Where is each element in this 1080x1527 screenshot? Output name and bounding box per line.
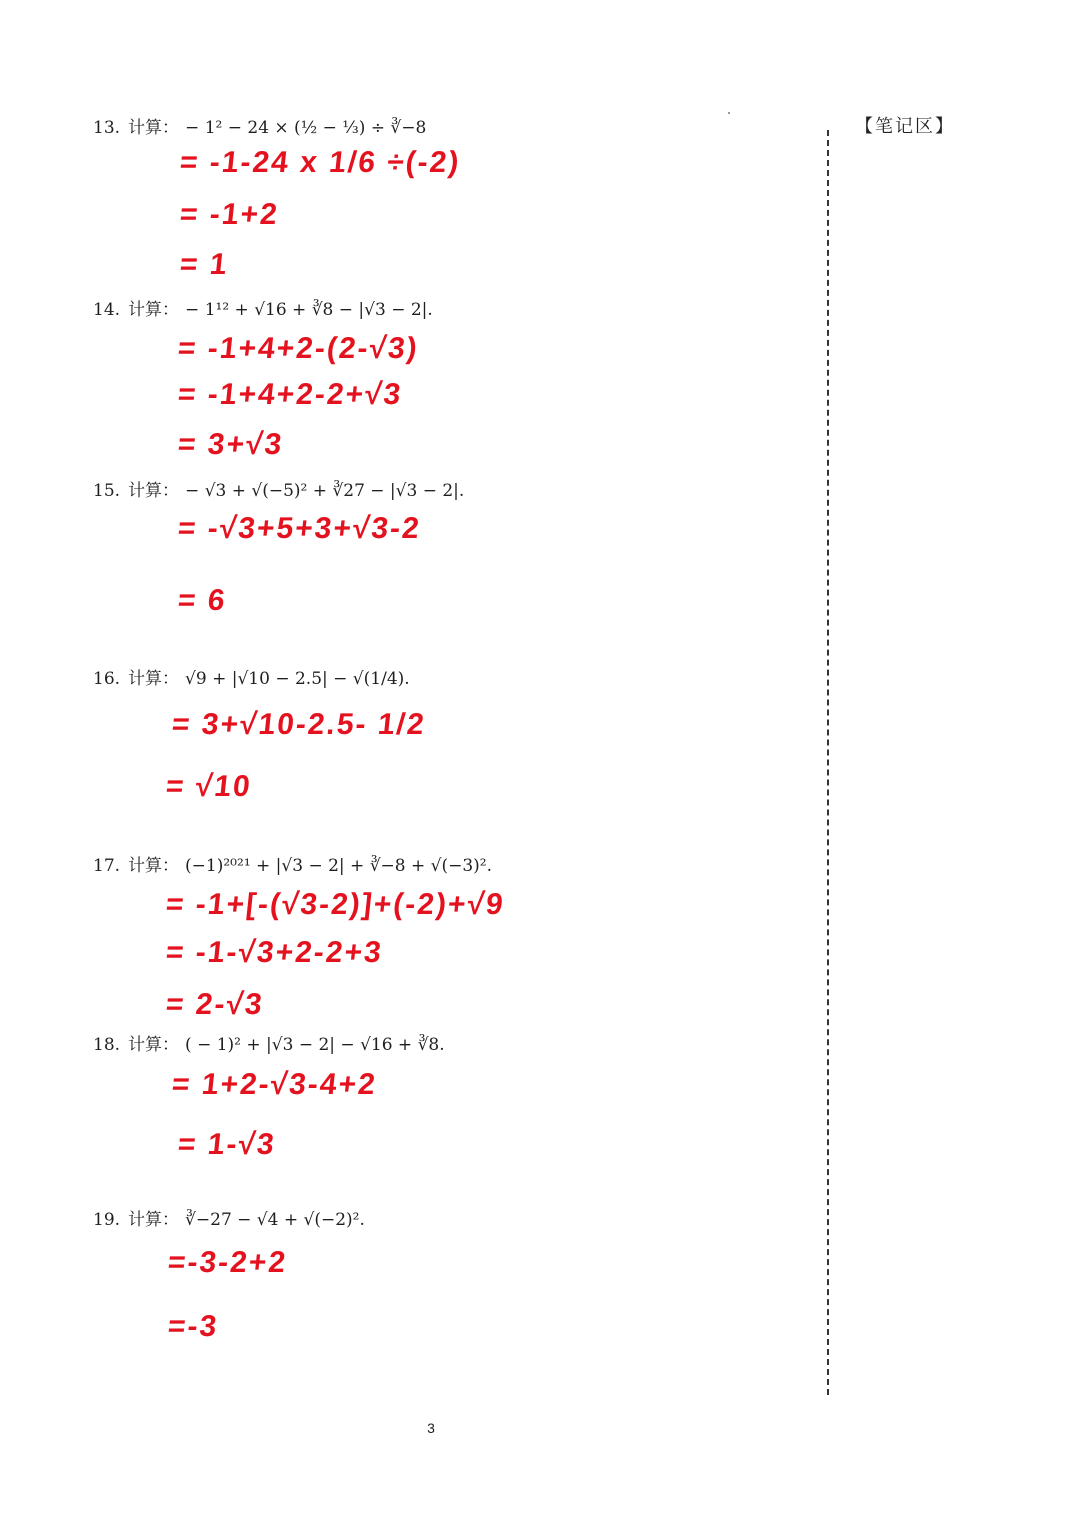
problem-number: 14.: [93, 300, 121, 320]
problem-number: 13.: [93, 118, 121, 138]
problem-label: 计算：: [128, 118, 180, 138]
problem-15: [93, 481, 464, 501]
problem-expression: √9 + |√10 − 2.5| − √(1/4).: [185, 669, 410, 689]
problem-number: 18.: [93, 1035, 121, 1055]
handwritten-step: = 1-√3: [176, 1128, 278, 1161]
handwritten-step: =-3: [166, 1310, 220, 1343]
problem-label: 计算：: [128, 856, 180, 876]
problem-label: 计算：: [128, 1210, 180, 1230]
problem-expression: ∛−27 − √4 + √(−2)².: [185, 1210, 365, 1230]
handwritten-step: = 1+2-√3-4+2: [170, 1068, 379, 1101]
problem-expression: − 1¹² + √16 + ∛8 − |√3 − 2|.: [185, 300, 433, 320]
problem-number: 16.: [93, 669, 121, 689]
problem-label: 计算：: [128, 669, 180, 689]
handwritten-step: = -1-24 x 1/6 ÷(-2): [178, 146, 463, 179]
handwritten-step: = -√3+5+3+√3-2: [176, 512, 423, 545]
handwritten-step: = -1+[-(√3-2)]+(-2)+√9: [164, 888, 507, 921]
handwritten-step: = 6: [176, 584, 229, 617]
problem-13: [93, 118, 426, 138]
problem-label: 计算：: [128, 300, 180, 320]
problem-19: [93, 1210, 365, 1230]
problem-16: [93, 669, 410, 689]
handwritten-step: = 3+√3: [176, 428, 286, 461]
handwritten-step: = -1+4+2-(2-√3): [176, 332, 421, 365]
handwritten-step: = 1: [178, 248, 231, 281]
problem-expression: (−1)²⁰²¹ + |√3 − 2| + ∛−8 + √(−3)².: [185, 856, 493, 876]
problem-number: 15.: [93, 481, 121, 501]
problem-number: 17.: [93, 856, 121, 876]
handwritten-step: = -1-√3+2-2+3: [164, 936, 385, 969]
problem-label: 计算：: [128, 1035, 180, 1055]
page-number: 3: [427, 1420, 435, 1436]
problem-label: 计算：: [128, 481, 180, 501]
problem-18: [93, 1035, 445, 1055]
problem-expression: − √3 + √(−5)² + ∛27 − |√3 − 2|.: [185, 481, 465, 501]
notes-area-header: 【笔记区】: [855, 116, 955, 137]
handwritten-step: = 3+√10-2.5- 1/2: [170, 708, 428, 741]
notes-divider-line: [827, 130, 829, 1395]
handwritten-step: = 2-√3: [164, 988, 266, 1021]
problem-expression: − 1² − 24 × (½ − ⅓) ÷ ∛−8: [185, 118, 427, 138]
problem-17: [93, 856, 492, 876]
handwritten-step: =-3-2+2: [166, 1246, 289, 1279]
problem-number: 19.: [93, 1210, 121, 1230]
handwritten-step: = -1+2: [178, 198, 281, 231]
problem-expression: ( − 1)² + |√3 − 2| − √16 + ∛8.: [185, 1035, 445, 1055]
problem-14: [93, 300, 433, 320]
handwritten-step: = -1+4+2-2+√3: [176, 378, 405, 411]
stray-mark: [728, 112, 730, 114]
handwritten-step: = √10: [164, 770, 254, 803]
